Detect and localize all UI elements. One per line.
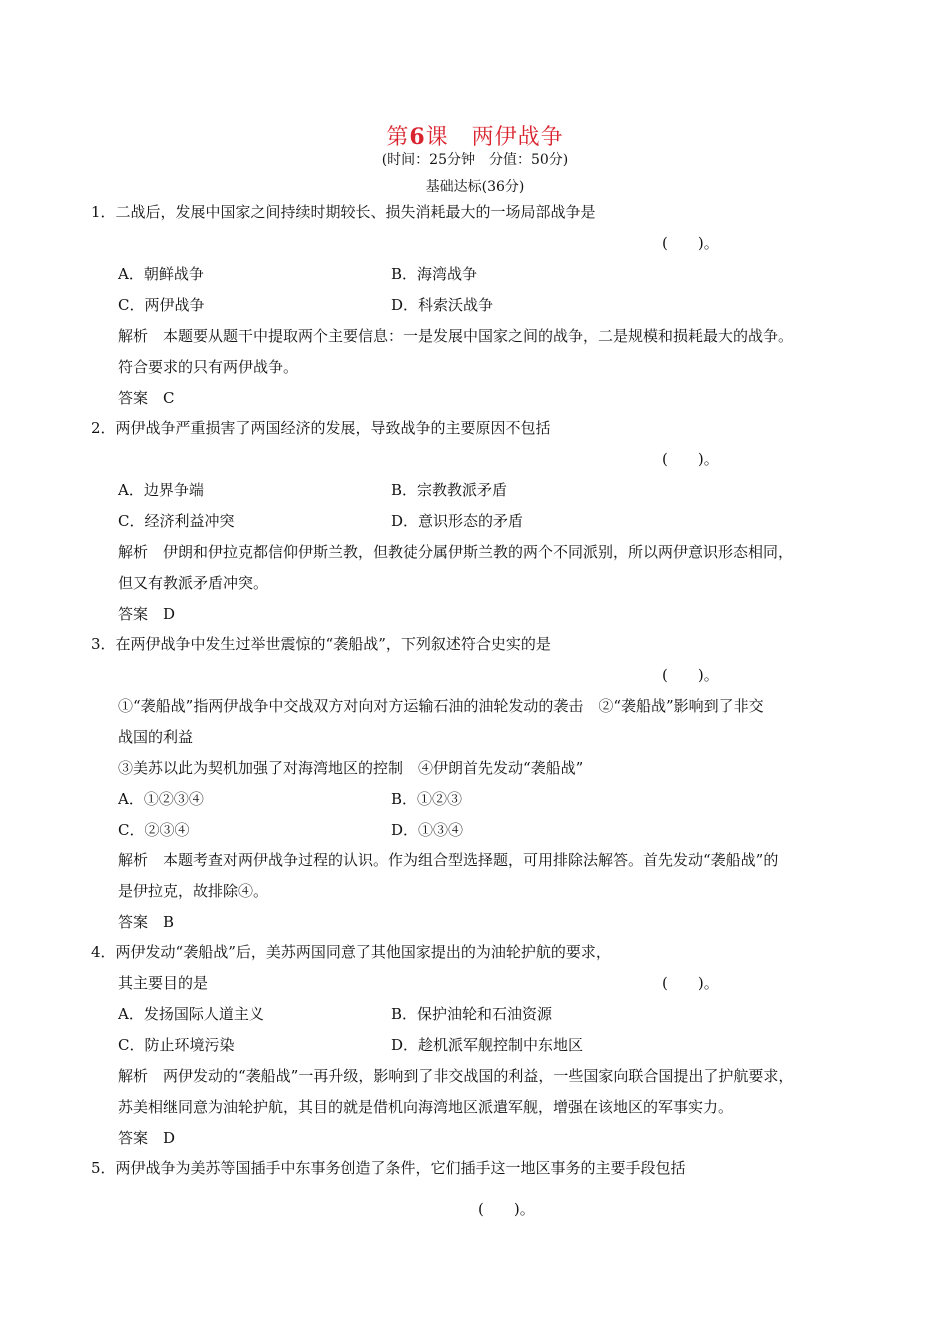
question-5-stem: 5．两伊战争为美苏等国插手中东事务创造了条件，它们插手这一地区事务的主要手段包括 <box>91 1159 686 1177</box>
question-2-stem: 2．两伊战争严重损害了两国经济的发展，导致战争的主要原因不包括 <box>91 419 551 437</box>
question-1-option-a: A．朝鲜战争 <box>118 265 204 283</box>
question-4-option-b: B．保护油轮和石油资源 <box>391 1005 553 1023</box>
lesson-title <box>0 120 950 151</box>
question-4-option-c: C．防止环境污染 <box>118 1036 235 1054</box>
title-text: 课 两伊战争 <box>425 125 564 150</box>
question-3-statement-1-2: ①“袭船战”指两伊战争中交战双方对向对方运输石油的油轮发动的袭击 ②“袭船战”影响到了非交 <box>118 697 764 715</box>
question-1-analysis: 解析 本题要从题干中提取两个主要信息：一是发展中国家之间的战争，二是规模和损耗最大的战争。 <box>118 327 794 345</box>
question-4-analysis: 解析 两伊发动的“袭船战”一再升级，影响到了非交战国的利益，一些国家向联合国提出了护航要求， <box>118 1067 794 1085</box>
question-4-stem: 4．两伊发动“袭船战”后，美苏两国同意了其他国家提出的为油轮护航的要求， <box>91 943 611 961</box>
time-score-info: (时间：25分钟 分值：50分) <box>381 152 569 168</box>
question-4-answer: 答案 D <box>118 1129 176 1147</box>
question-4-stem-cont: 其主要目的是 <box>118 974 209 992</box>
question-3-option-a: A．①②③④ <box>118 790 204 808</box>
question-4-option-d: D．趁机派军舰控制中东地区 <box>391 1036 584 1054</box>
question-1-analysis-cont: 符合要求的只有两伊战争。 <box>118 358 299 376</box>
question-4-option-a: A．发扬国际人道主义 <box>118 1005 264 1023</box>
question-3-answer: 答案 B <box>118 913 175 931</box>
question-3-option-b: B．①②③ <box>391 790 463 808</box>
question-2-blank: ( )。 <box>662 450 719 468</box>
question-3-analysis: 解析 本题考查对两伊战争过程的认识。作为组合型选择题，可用排除法解答。首先发动“袭船战”的 <box>118 851 779 869</box>
question-3-blank: ( )。 <box>662 666 719 684</box>
title-number: 6 <box>409 124 426 150</box>
question-3-statement-3-4: ③美苏以此为契机加强了对海湾地区的控制 ④伊朗首先发动“袭船战” <box>118 759 584 777</box>
question-2-option-b: B．宗教教派矛盾 <box>391 481 508 499</box>
question-1-blank: ( )。 <box>662 234 719 252</box>
question-4-blank: ( )。 <box>662 974 719 992</box>
title-prefix: 第 <box>386 125 410 150</box>
question-3-stem: 3．在两伊战争中发生过举世震惊的“袭船战”，下列叙述符合史实的是 <box>91 635 551 653</box>
question-2-option-a: A．边界争端 <box>118 481 204 499</box>
question-5-blank: ( )。 <box>478 1200 535 1218</box>
question-1-answer: 答案 C <box>118 389 175 407</box>
question-4-analysis-cont: 苏美相继同意为油轮护航，其目的就是借机向海湾地区派遣军舰，增强在该地区的军事实力。 <box>118 1098 734 1116</box>
question-2-option-d: D．意识形态的矛盾 <box>391 512 524 530</box>
question-2-answer: 答案 D <box>118 605 176 623</box>
question-2-analysis: 解析 伊朗和伊拉克都信仰伊斯兰教，但教徒分属伊斯兰教的两个不同派别，所以两伊意识形态相同， <box>118 543 794 561</box>
question-1-option-d: D．科索沃战争 <box>391 296 494 314</box>
question-2-analysis-cont: 但又有教派矛盾冲突。 <box>118 574 269 592</box>
question-1-option-c: C．两伊战争 <box>118 296 205 314</box>
question-1-option-b: B．海湾战争 <box>391 265 478 283</box>
question-3-analysis-cont: 是伊拉克，故排除④。 <box>118 882 269 900</box>
question-3-option-d: D．①③④ <box>391 821 464 839</box>
question-3-statement-2-cont: 战国的利益 <box>118 728 194 746</box>
section-heading: 基础达标(36分) <box>425 179 525 195</box>
question-3-option-c: C．②③④ <box>118 821 190 839</box>
question-1-stem: 1．二战后，发展中国家之间持续时期较长、损失消耗最大的一场局部战争是 <box>91 203 596 221</box>
question-2-option-c: C．经济利益冲突 <box>118 512 235 530</box>
